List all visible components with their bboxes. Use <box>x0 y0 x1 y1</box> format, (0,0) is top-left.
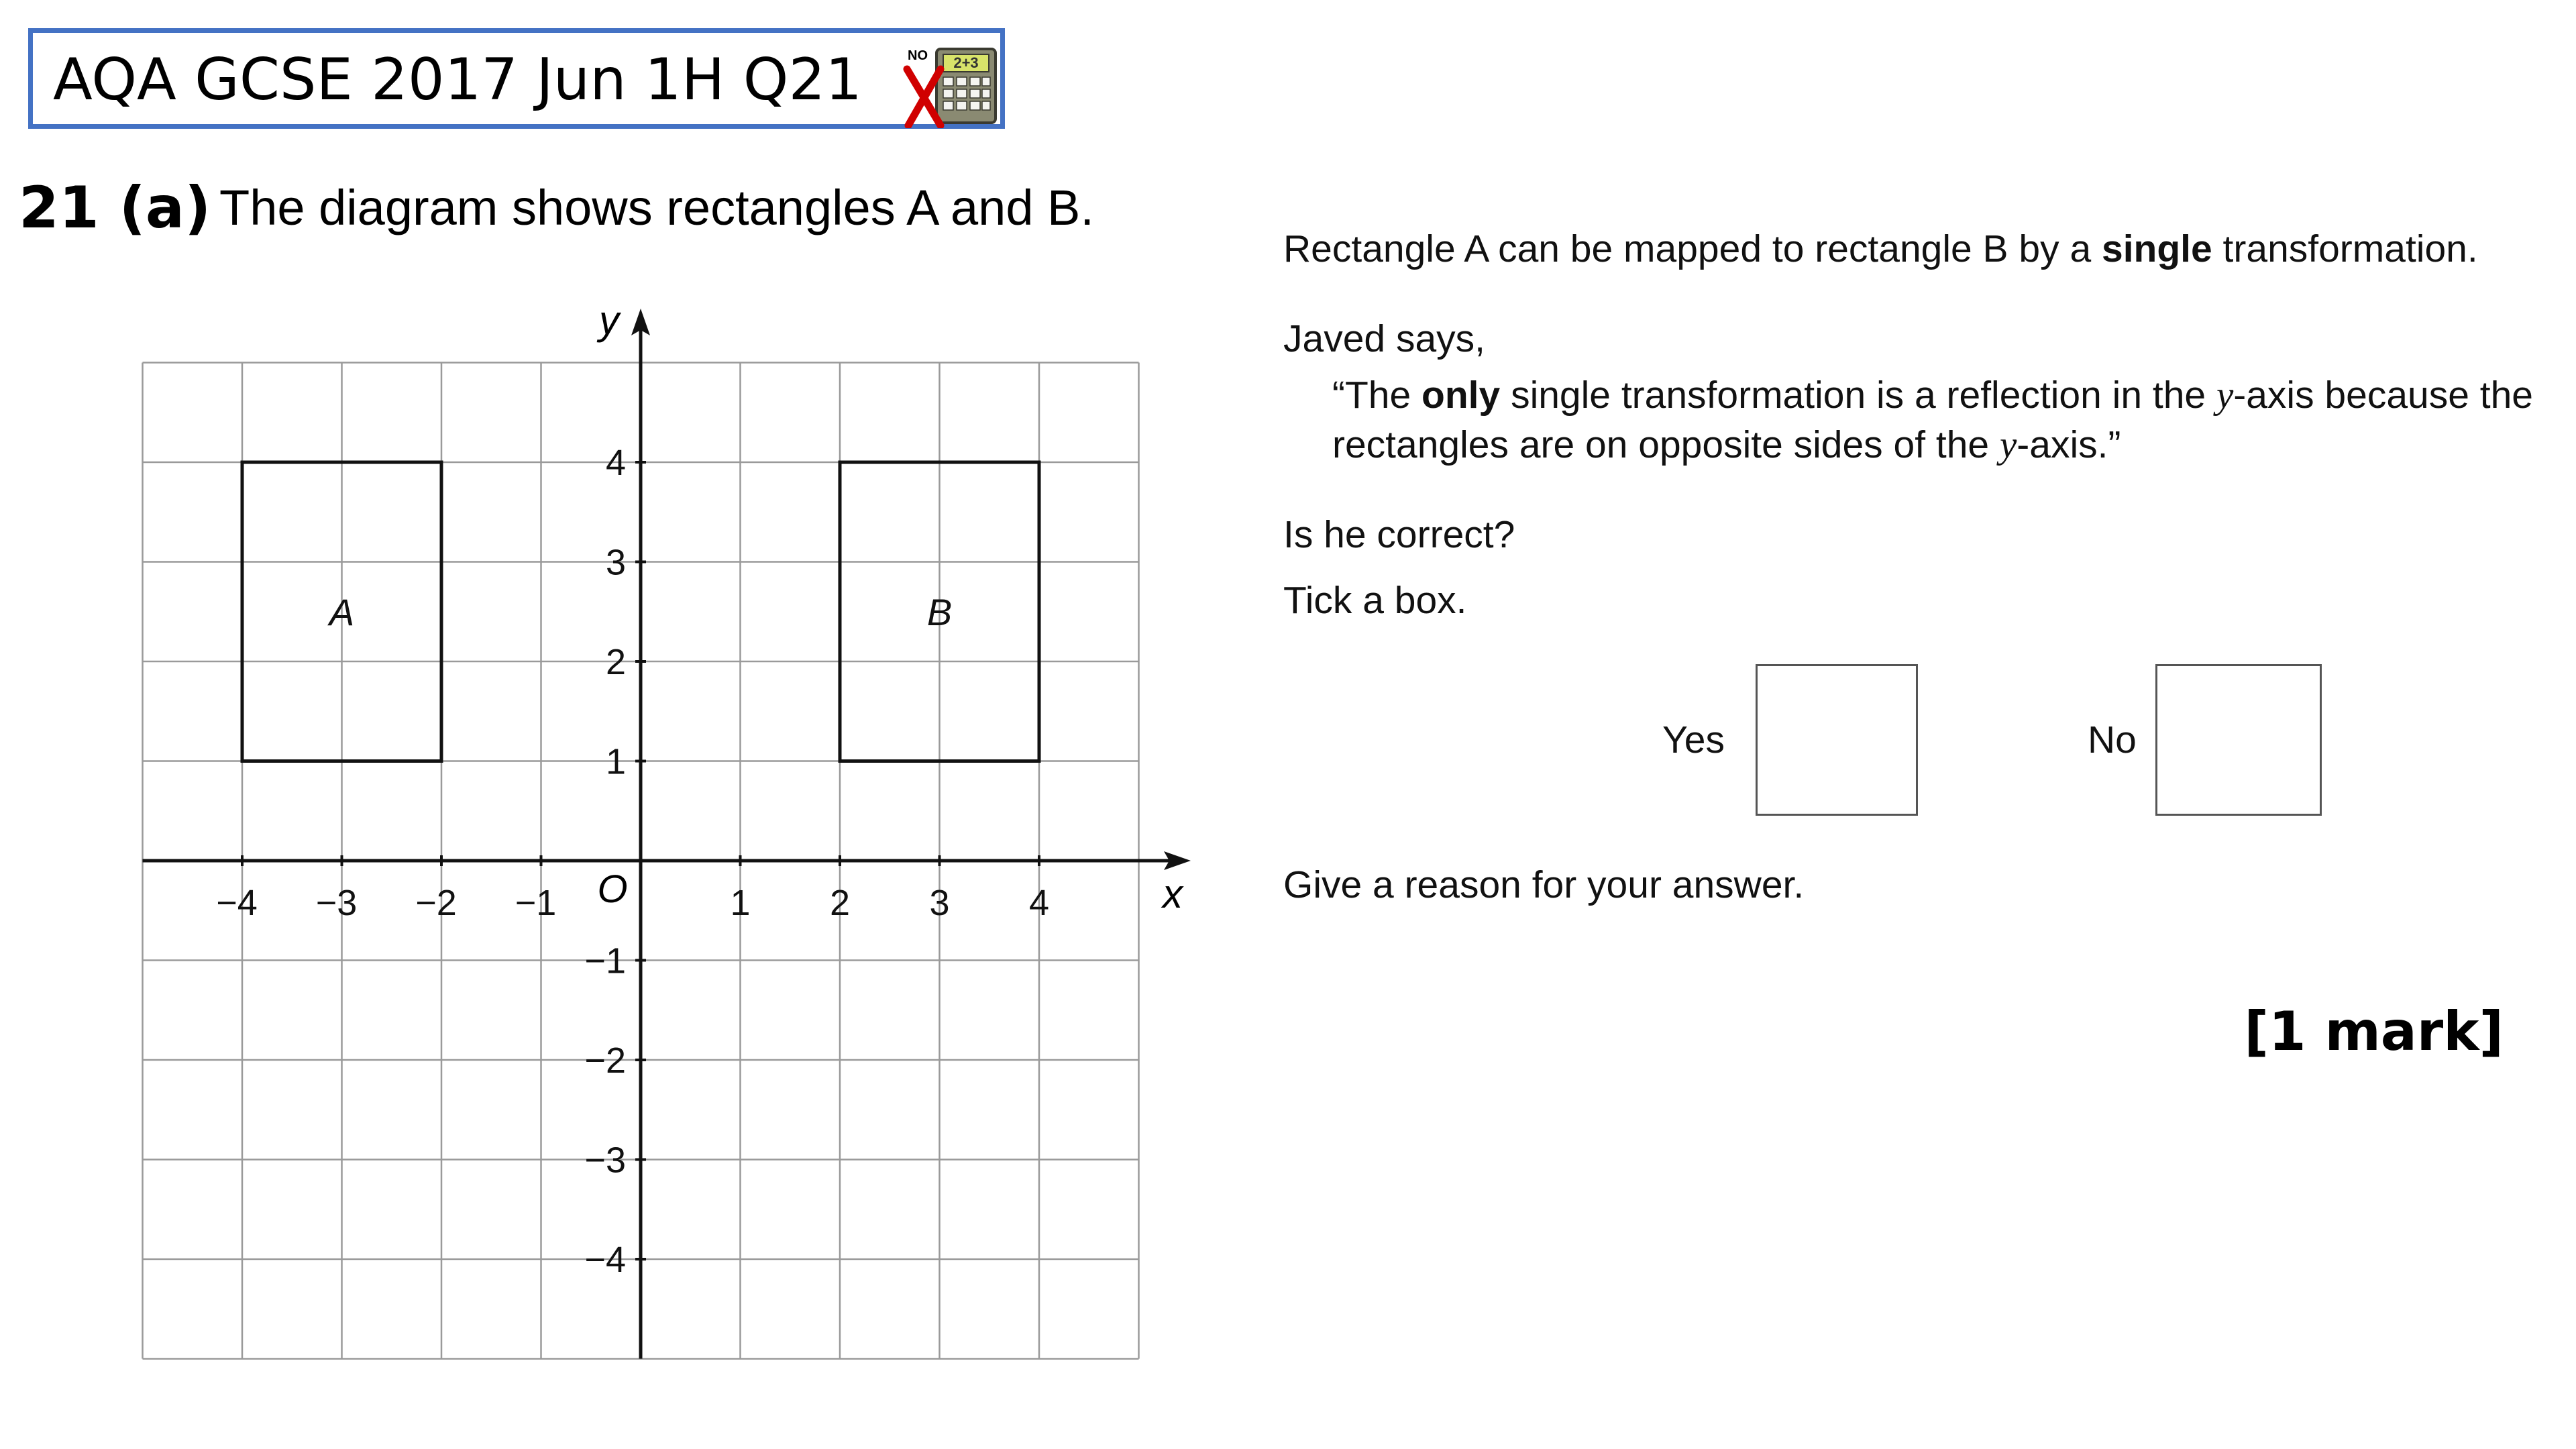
x-tick-label: 1 <box>730 883 751 923</box>
marks-label: [1 mark] <box>2244 1000 2504 1063</box>
quote-mid: single transformation is a reflection in the <box>1500 374 2216 417</box>
yes-checkbox[interactable] <box>1756 664 1918 816</box>
x-tick-label: −2 <box>415 883 457 923</box>
x-tick-label: −3 <box>315 883 358 923</box>
quote-var: y <box>2216 374 2234 417</box>
quote-line-2 <box>1332 419 2121 472</box>
axes <box>143 298 1191 1359</box>
y-tick-label: −2 <box>584 1040 626 1081</box>
no-label: No <box>2088 718 2137 761</box>
statement-bold: single <box>2102 227 2212 270</box>
page-title: AQA GCSE 2017 Jun 1H Q21 <box>53 46 862 113</box>
no-checkbox[interactable] <box>2155 664 2322 816</box>
quote-line-1 <box>1332 369 2533 422</box>
quote2-end: -axis.” <box>2017 423 2121 466</box>
x-tick-label: 2 <box>829 883 851 923</box>
coordinate-grid <box>0 0 1275 1449</box>
y-tick-label: −3 <box>584 1140 626 1181</box>
question-intro: The diagram shows rectangles A and B. <box>219 180 1094 235</box>
y-tick-label: −1 <box>584 941 626 981</box>
yes-label: Yes <box>1662 718 1725 761</box>
calc-no-label: NO <box>908 48 928 63</box>
calc-sum-label: 2+3 <box>953 54 979 71</box>
rectangle-label-b: B <box>926 590 953 633</box>
y-axis-label: y <box>599 298 619 343</box>
quote2-text: rectangles are on opposite sides of the <box>1332 423 2000 466</box>
quote-open: “The <box>1332 374 1422 417</box>
y-tick-label: 3 <box>605 542 626 583</box>
y-tick-label: −4 <box>584 1240 626 1280</box>
x-axis-label: x <box>1163 871 1183 916</box>
y-tick-label: 4 <box>605 443 626 483</box>
y-tick-label: 1 <box>605 741 626 782</box>
statement-paragraph <box>1283 223 2478 275</box>
statement-text: Rectangle A can be mapped to rectangle B by a <box>1283 227 2102 270</box>
is-correct-question: Is he correct? <box>1283 513 1515 556</box>
statement-end: transformation. <box>2212 227 2478 270</box>
y-tick-label: 2 <box>605 642 626 682</box>
rectangle-label-a: A <box>329 590 355 633</box>
x-tick-label: 4 <box>1028 883 1050 923</box>
x-tick-label: −4 <box>216 883 258 923</box>
x-tick-label: 3 <box>929 883 950 923</box>
origin-label: O <box>597 867 628 911</box>
tick-instruction: Tick a box. <box>1283 579 1467 622</box>
reason-instruction: Give a reason for your answer. <box>1283 863 1805 906</box>
x-tick-label: −1 <box>515 883 557 923</box>
quote-bold: only <box>1421 374 1501 417</box>
quote-end: -axis because the <box>2233 374 2534 417</box>
question-number: 21 (a) <box>19 174 211 241</box>
quote2-var: y <box>1999 424 2017 466</box>
javed-says: Javed says, <box>1283 317 1485 360</box>
